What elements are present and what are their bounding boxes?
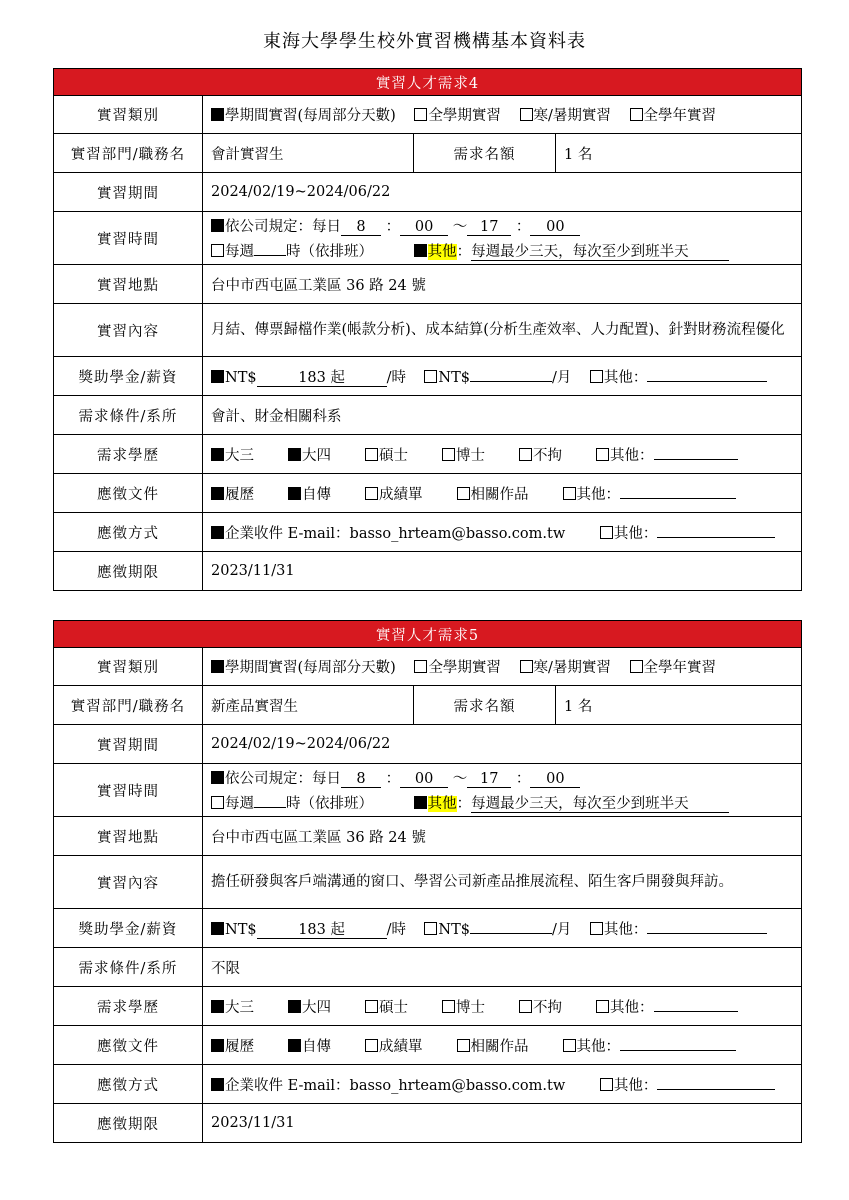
checkbox-icon[interactable]: [211, 796, 224, 809]
checkbox-icon[interactable]: [519, 1000, 532, 1013]
start-hour: 8: [341, 771, 381, 788]
edu-senior[interactable]: 大四: [288, 448, 331, 464]
deadline-label: 應徵期限: [54, 1104, 203, 1143]
requirement-label: 需求條件/系所: [54, 396, 203, 435]
weekly-hours-blank[interactable]: [254, 807, 286, 808]
checkbox-checked-icon[interactable]: [288, 1039, 301, 1052]
checkbox-checked-icon[interactable]: [211, 922, 224, 935]
time-values: 依公司規定：每日 8 ： 00 ～ 17 ： 00 每週 時（依排班） 其他：每週最少三天，每次至少到班半天: [203, 764, 802, 817]
time-label: 實習時間: [54, 212, 203, 265]
edu-phd[interactable]: 博士: [442, 1000, 485, 1016]
other-label: 其他: [427, 796, 457, 812]
checkbox-icon[interactable]: [630, 660, 643, 673]
quota-label: 需求名額: [414, 134, 556, 173]
checkbox-icon[interactable]: [563, 487, 576, 500]
salary-label: 獎助學金/薪資: [54, 909, 203, 948]
checkbox-icon[interactable]: [211, 244, 224, 257]
dept-label: 實習部門/職務名: [54, 134, 203, 173]
method-label: 應徵方式: [54, 1065, 203, 1104]
method-label: 應徵方式: [54, 513, 203, 552]
method-email: 企業收件 E-mail：basso_hrteam@basso.com.tw: [225, 525, 566, 542]
checkbox-icon[interactable]: [414, 108, 427, 121]
checkbox-icon[interactable]: [600, 1078, 613, 1091]
education-options: [203, 435, 802, 474]
checkbox-icon[interactable]: [424, 922, 437, 935]
checkbox-checked-icon[interactable]: [211, 108, 224, 121]
checkbox-checked-icon[interactable]: [211, 448, 224, 461]
salary-label: 獎助學金/薪資: [54, 357, 203, 396]
type-option-summer-winter[interactable]: 寒/暑期實習: [520, 108, 611, 124]
salary-values: NT$ 183 起 /時 NT$ /月 其他：: [203, 357, 802, 396]
end-hour: 17: [467, 771, 511, 788]
weekly-hours-blank[interactable]: [254, 255, 286, 256]
edu-master[interactable]: 碩士: [365, 448, 408, 464]
type-option-full-year[interactable]: 全學年實習: [630, 108, 717, 124]
doc-autobiography[interactable]: 自傳: [288, 487, 331, 503]
type-option-full-semester[interactable]: 全學期實習: [414, 660, 501, 676]
method-options: 企業收件 E-mail：basso_hrteam@basso.com.tw 其他：: [203, 513, 802, 552]
page-title: 東海大學學生校外實習機構基本資料表: [263, 31, 586, 52]
edu-phd[interactable]: 博士: [442, 448, 485, 464]
doc-autobiography[interactable]: 自傳: [288, 1039, 331, 1055]
checkbox-checked-icon[interactable]: [211, 1000, 224, 1013]
period-value: 2024/02/19~2024/06/22: [203, 725, 802, 764]
checkbox-checked-icon[interactable]: [211, 526, 224, 539]
location-value: 台中市西屯區工業區 36 路 24 號: [203, 817, 802, 856]
period-label: 實習期間: [54, 725, 203, 764]
document-options: [203, 474, 802, 513]
edu-any[interactable]: 不拘: [519, 448, 562, 464]
checkbox-checked-icon[interactable]: [211, 487, 224, 500]
salary-values: NT$ 183 起 /時 NT$ /月 其他：: [203, 909, 802, 948]
edu-junior[interactable]: 大三: [211, 448, 254, 464]
type-options: [203, 96, 802, 134]
other-time-value: 每週最少三天，每次至少到班半天: [471, 796, 729, 813]
checkbox-checked-icon[interactable]: [288, 1000, 301, 1013]
content-value: 擔任研發與客戶端溝通的窗口、學習公司新產品推展流程、陌生客戶開發與拜訪。: [203, 856, 802, 909]
edu-senior[interactable]: 大四: [288, 1000, 331, 1016]
type-options: [203, 648, 802, 686]
doc-transcript[interactable]: 成績單: [365, 487, 423, 503]
checkbox-icon[interactable]: [365, 1039, 378, 1052]
form-header: 實習人才需求5: [54, 621, 802, 648]
period-value: 2024/02/19~2024/06/22: [203, 173, 802, 212]
doc-resume[interactable]: 履歷: [211, 1039, 254, 1055]
checkbox-icon[interactable]: [630, 108, 643, 121]
start-hour: 8: [341, 219, 381, 236]
checkbox-icon[interactable]: [365, 1000, 378, 1013]
quota-label: 需求名額: [414, 686, 556, 725]
checkbox-checked-icon[interactable]: [288, 487, 301, 500]
company-rule-label: 依公司規定：每日: [225, 771, 341, 787]
checkbox-icon[interactable]: [414, 660, 427, 673]
start-minute: 00: [400, 219, 448, 236]
requirement-value: 不限: [203, 948, 802, 987]
period-label: 實習期間: [54, 173, 203, 212]
hourly-wage: 183 起: [257, 922, 387, 939]
checkbox-icon[interactable]: [590, 370, 603, 383]
checkbox-icon[interactable]: [600, 526, 613, 539]
time-label: 實習時間: [54, 764, 203, 817]
deadline-value: 2023/11/31: [203, 1104, 802, 1143]
end-hour: 17: [467, 219, 511, 236]
location-label: 實習地點: [54, 817, 203, 856]
other-label: 其他: [427, 244, 457, 260]
documents-label: 應徵文件: [54, 1026, 203, 1065]
checkbox-checked-icon[interactable]: [211, 1078, 224, 1091]
quota-value: 1 名: [556, 134, 802, 173]
internship-form-4: [53, 68, 802, 591]
education-label: 需求學歷: [54, 435, 203, 474]
dept-value: 會計實習生: [203, 134, 414, 173]
time-values: 依公司規定：每日 8 ： 00 ～ 17 ： 00 每週 時（依排班） 其他：每週最少三天，每次至少到班半天: [203, 212, 802, 265]
content-label: 實習內容: [54, 856, 203, 909]
location-value: 台中市西屯區工業區 36 路 24 號: [203, 265, 802, 304]
checkbox-checked-icon[interactable]: [211, 1039, 224, 1052]
edu-other[interactable]: 其他：: [596, 1000, 738, 1016]
checkbox-icon[interactable]: [365, 487, 378, 500]
end-minute: 00: [530, 219, 580, 236]
checkbox-icon[interactable]: [519, 448, 532, 461]
doc-portfolio[interactable]: 相關作品: [457, 1039, 529, 1055]
checkbox-checked-icon[interactable]: [414, 244, 427, 257]
type-option-semester-partial[interactable]: 學期間實習(每周部分天數): [211, 108, 396, 124]
hourly-wage: 183 起: [257, 370, 387, 387]
doc-other[interactable]: 其他：: [563, 487, 737, 503]
edu-junior[interactable]: 大三: [211, 1000, 254, 1016]
content-value: 月結、傳票歸檔作業(帳款分析)、成本結算(分析生產效率、人力配置)、針對財務流程優化: [203, 304, 802, 357]
checkbox-icon[interactable]: [457, 1039, 470, 1052]
other-time-value: 每週最少三天，每次至少到班半天: [471, 244, 729, 261]
checkbox-icon[interactable]: [457, 487, 470, 500]
doc-portfolio[interactable]: 相關作品: [457, 487, 529, 503]
start-minute: 00: [400, 771, 448, 788]
checkbox-icon[interactable]: [520, 108, 533, 121]
doc-resume[interactable]: 履歷: [211, 487, 254, 503]
doc-transcript[interactable]: 成績單: [365, 1039, 423, 1055]
documents-label: 應徵文件: [54, 474, 203, 513]
checkbox-icon[interactable]: [442, 448, 455, 461]
checkbox-icon[interactable]: [590, 922, 603, 935]
salary-other-blank[interactable]: [647, 933, 767, 934]
checkbox-icon[interactable]: [563, 1039, 576, 1052]
deadline-value: 2023/11/31: [203, 552, 802, 591]
checkbox-checked-icon[interactable]: [288, 448, 301, 461]
checkbox-checked-icon[interactable]: [211, 370, 224, 383]
requirement-label: 需求條件/系所: [54, 948, 203, 987]
checkbox-checked-icon[interactable]: [211, 771, 224, 784]
checkbox-icon[interactable]: [365, 448, 378, 461]
deadline-label: 應徵期限: [54, 552, 203, 591]
monthly-wage-blank[interactable]: [470, 381, 552, 382]
edu-other[interactable]: 其他：: [596, 448, 738, 464]
edu-any[interactable]: 不拘: [519, 1000, 562, 1016]
end-minute: 00: [530, 771, 580, 788]
company-rule-label: 依公司規定：每日: [225, 219, 341, 235]
form-header: 實習人才需求4: [54, 69, 802, 96]
document-options: [203, 1026, 802, 1065]
type-option-full-semester[interactable]: 全學期實習: [414, 108, 501, 124]
checkbox-checked-icon[interactable]: [414, 796, 427, 809]
salary-other-blank[interactable]: [647, 381, 767, 382]
edu-master[interactable]: 碩士: [365, 1000, 408, 1016]
method-options: 企業收件 E-mail：basso_hrteam@basso.com.tw 其他：: [203, 1065, 802, 1104]
checkbox-icon[interactable]: [520, 660, 533, 673]
education-options: [203, 987, 802, 1026]
requirement-value: 會計、財金相關科系: [203, 396, 802, 435]
education-label: 需求學歷: [54, 987, 203, 1026]
checkbox-icon[interactable]: [442, 1000, 455, 1013]
checkbox-checked-icon[interactable]: [211, 219, 224, 232]
type-option-full-year[interactable]: 全學年實習: [630, 660, 717, 676]
location-label: 實習地點: [54, 265, 203, 304]
monthly-wage-blank[interactable]: [470, 933, 552, 934]
checkbox-icon[interactable]: [596, 448, 609, 461]
quota-value: 1 名: [556, 686, 802, 725]
type-option-summer-winter[interactable]: 寒/暑期實習: [520, 660, 611, 676]
checkbox-checked-icon[interactable]: [211, 660, 224, 673]
type-option-semester-partial[interactable]: 學期間實習(每周部分天數): [211, 660, 396, 676]
checkbox-icon[interactable]: [424, 370, 437, 383]
doc-other[interactable]: 其他：: [563, 1039, 737, 1055]
content-label: 實習內容: [54, 304, 203, 357]
method-email: 企業收件 E-mail：basso_hrteam@basso.com.tw: [225, 1077, 566, 1094]
internship-form-5: [53, 620, 802, 1143]
checkbox-icon[interactable]: [596, 1000, 609, 1013]
dept-value: 新產品實習生: [203, 686, 414, 725]
dept-label: 實習部門/職務名: [54, 686, 203, 725]
type-label: 實習類別: [54, 648, 203, 686]
type-label: 實習類別: [54, 96, 203, 134]
